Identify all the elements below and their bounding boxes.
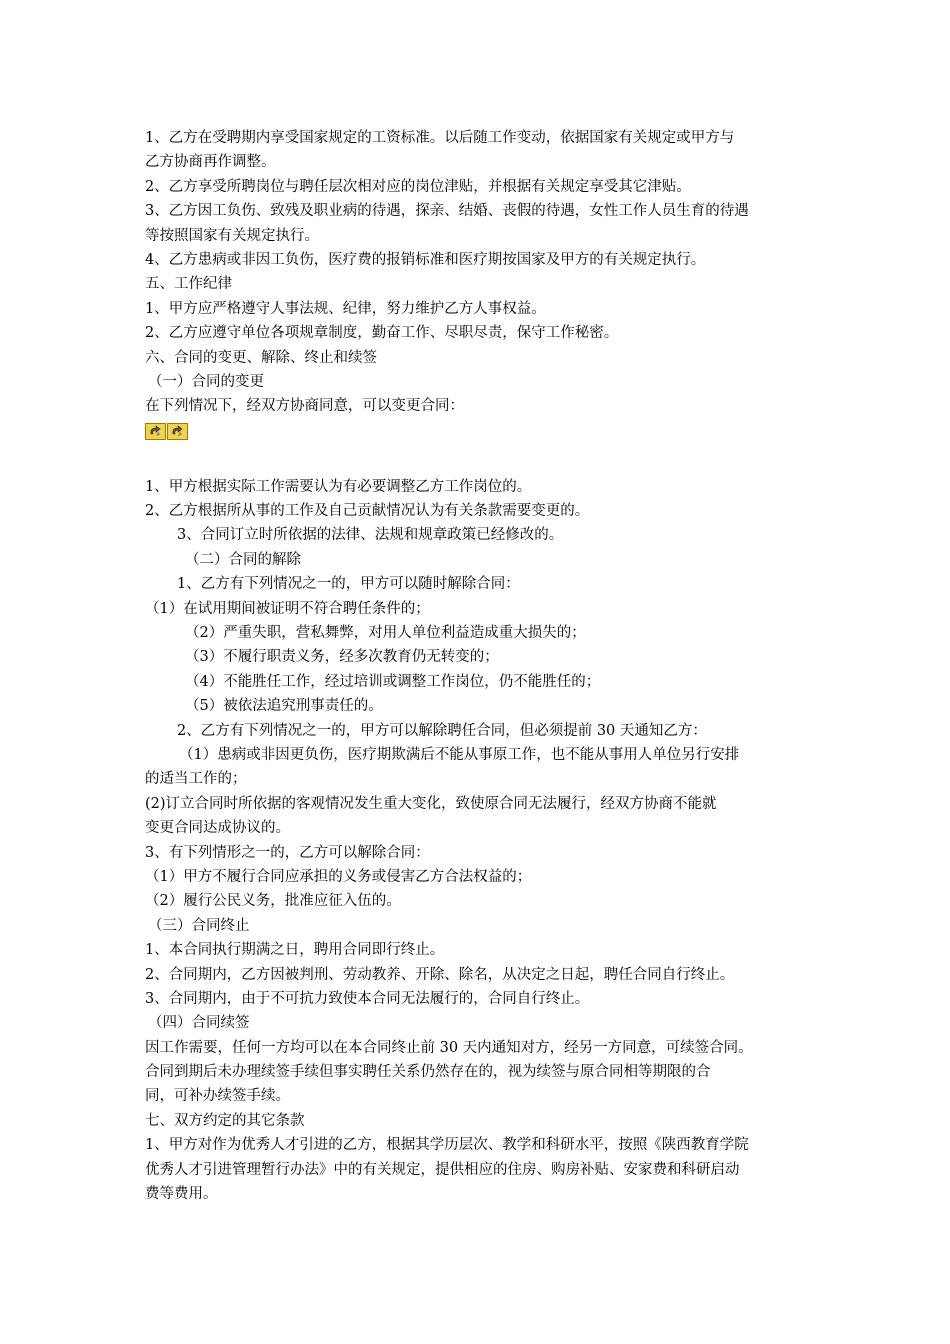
paragraph-line: 3、合同订立时所依据的法律、法规和规章政策已经修改的。	[177, 527, 564, 544]
embedded-icons	[145, 421, 825, 443]
list-item: （2）严重失职，营私舞弊，对用人单位利益造成重大损失的；	[185, 625, 586, 642]
list-item: （1）甲方不履行合同应承担的义务或侵害乙方合法权益的；	[145, 868, 532, 885]
paragraph-line: 合同到期后未办理续签手续但事实聘任关系仍然存在的，视为续签与原合同相等期限的合	[145, 1064, 711, 1081]
section-heading: 七、双方约定的其它条款	[145, 1112, 305, 1129]
document-body	[145, 126, 825, 1206]
paragraph-line: 优秀人才引进管理暂行办法》中的有关规定，提供相应的住房、购房补贴、安家费和科研启动	[145, 1161, 740, 1178]
list-item: （4）不能胜任工作，经过培训或调整工作岗位，仍不能胜任的；	[185, 673, 601, 690]
paragraph-line: 3、合同期内，由于不可抗力致使本合同无法履行的，合同自行终止。	[145, 990, 590, 1007]
rotate-icon[interactable]	[145, 423, 166, 440]
paragraph-line: 费等费用。	[145, 1186, 218, 1203]
paragraph-line: 2、乙方有下列情况之一的，甲方可以解除聘任合同，但必须提前 30 天通知乙方：	[177, 722, 707, 739]
section-heading: 六、合同的变更、解除、终止和续签	[145, 349, 377, 366]
rotate-icon[interactable]	[167, 423, 188, 440]
list-item: （1）在试用期间被证明不符合聘任条件的；	[145, 600, 430, 617]
list-item: （2）履行公民义务，批准应征入伍的。	[145, 893, 401, 910]
paragraph-line: 2、乙方享受所聘岗位与聘任层次相对应的岗位津贴，并根据有关规定享受其它津贴。	[145, 178, 691, 195]
paragraph-line: 1、甲方对作为优秀人才引进的乙方，根据其学历层次、教学和科研水平，按照《陕西教育学院	[145, 1137, 749, 1154]
paragraph-line: 1、乙方有下列情况之一的，甲方可以随时解除合同：	[177, 576, 520, 593]
section-heading: 五、工作纪律	[145, 276, 232, 293]
paragraph-line: 2、合同期内，乙方因被判刑、劳动教养、开除、除名，从决定之日起，聘任合同自行终止。	[145, 966, 735, 983]
paragraph-line: 变更合同达成协议的。	[145, 820, 290, 837]
paragraph-line: 1、乙方在受聘期内享受国家规定的工资标准。以后随工作变动，依据国家有关规定或甲方与	[145, 130, 735, 146]
spacer	[145, 443, 825, 475]
subsection-heading: （三）合同终止	[148, 917, 250, 934]
paragraph-line: 1、甲方应严格遵守人事法规、纪律，努力维护乙方人事权益。	[145, 300, 546, 317]
list-item: （5）被依法追究刑事责任的。	[185, 698, 383, 715]
paragraph-line: 等按照国家有关规定执行。	[145, 227, 319, 244]
list-item: （3）不履行职责义务，经多次教育仍无转变的；	[185, 649, 499, 666]
list-item: (2)订立合同时所依据的客观情况发生重大变化，致使原合同无法履行，经双方协商不能就	[145, 795, 717, 812]
paragraph-line: 在下列情况下，经双方协商同意，可以变更合同：	[145, 398, 464, 415]
paragraph-line: 2、乙方根据所从事的工作及自己贡献情况认为有关条款需要变更的。	[145, 503, 590, 520]
paragraph-line: 3、有下列情形之一的，乙方可以解除合同：	[145, 844, 430, 861]
subsection-heading: （四）合同续签	[148, 1015, 250, 1032]
paragraph-line: 1、本合同执行期满之日，聘用合同即行终止。	[145, 942, 445, 959]
paragraph-line: 4、乙方患病或非因工负伤，医疗费的报销标准和医疗期按国家及甲方的有关规定执行。	[145, 251, 706, 268]
paragraph-line: 3、乙方因工负伤、致残及职业病的待遇，探亲、结婚、丧假的待遇，女性工作人员生育的待遇	[145, 203, 749, 220]
paragraph-line: 2、乙方应遵守单位各项规章制度，勤奋工作、尽职尽责，保守工作秘密。	[145, 325, 619, 342]
subsection-heading: （一）合同的变更	[148, 373, 264, 390]
paragraph-line: 乙方协商再作调整。	[145, 154, 276, 171]
list-item: （1）患病或非因更负伤，医疗期欺满后不能从事原工作，也不能从事用人单位另行安排	[179, 746, 740, 763]
paragraph-line: 因工作需要，任何一方均可以在本合同终止前 30 天内通知对方，经另一方同意，可续签合同。	[145, 1039, 753, 1056]
paragraph-line: 同，可补办续签手续。	[145, 1088, 290, 1105]
subsection-heading: （二）合同的解除	[185, 551, 301, 568]
paragraph-line: 1、甲方根据实际工作需要认为有必要调整乙方工作岗位的。	[145, 478, 532, 495]
paragraph-line: 的适当工作的；	[145, 771, 247, 788]
